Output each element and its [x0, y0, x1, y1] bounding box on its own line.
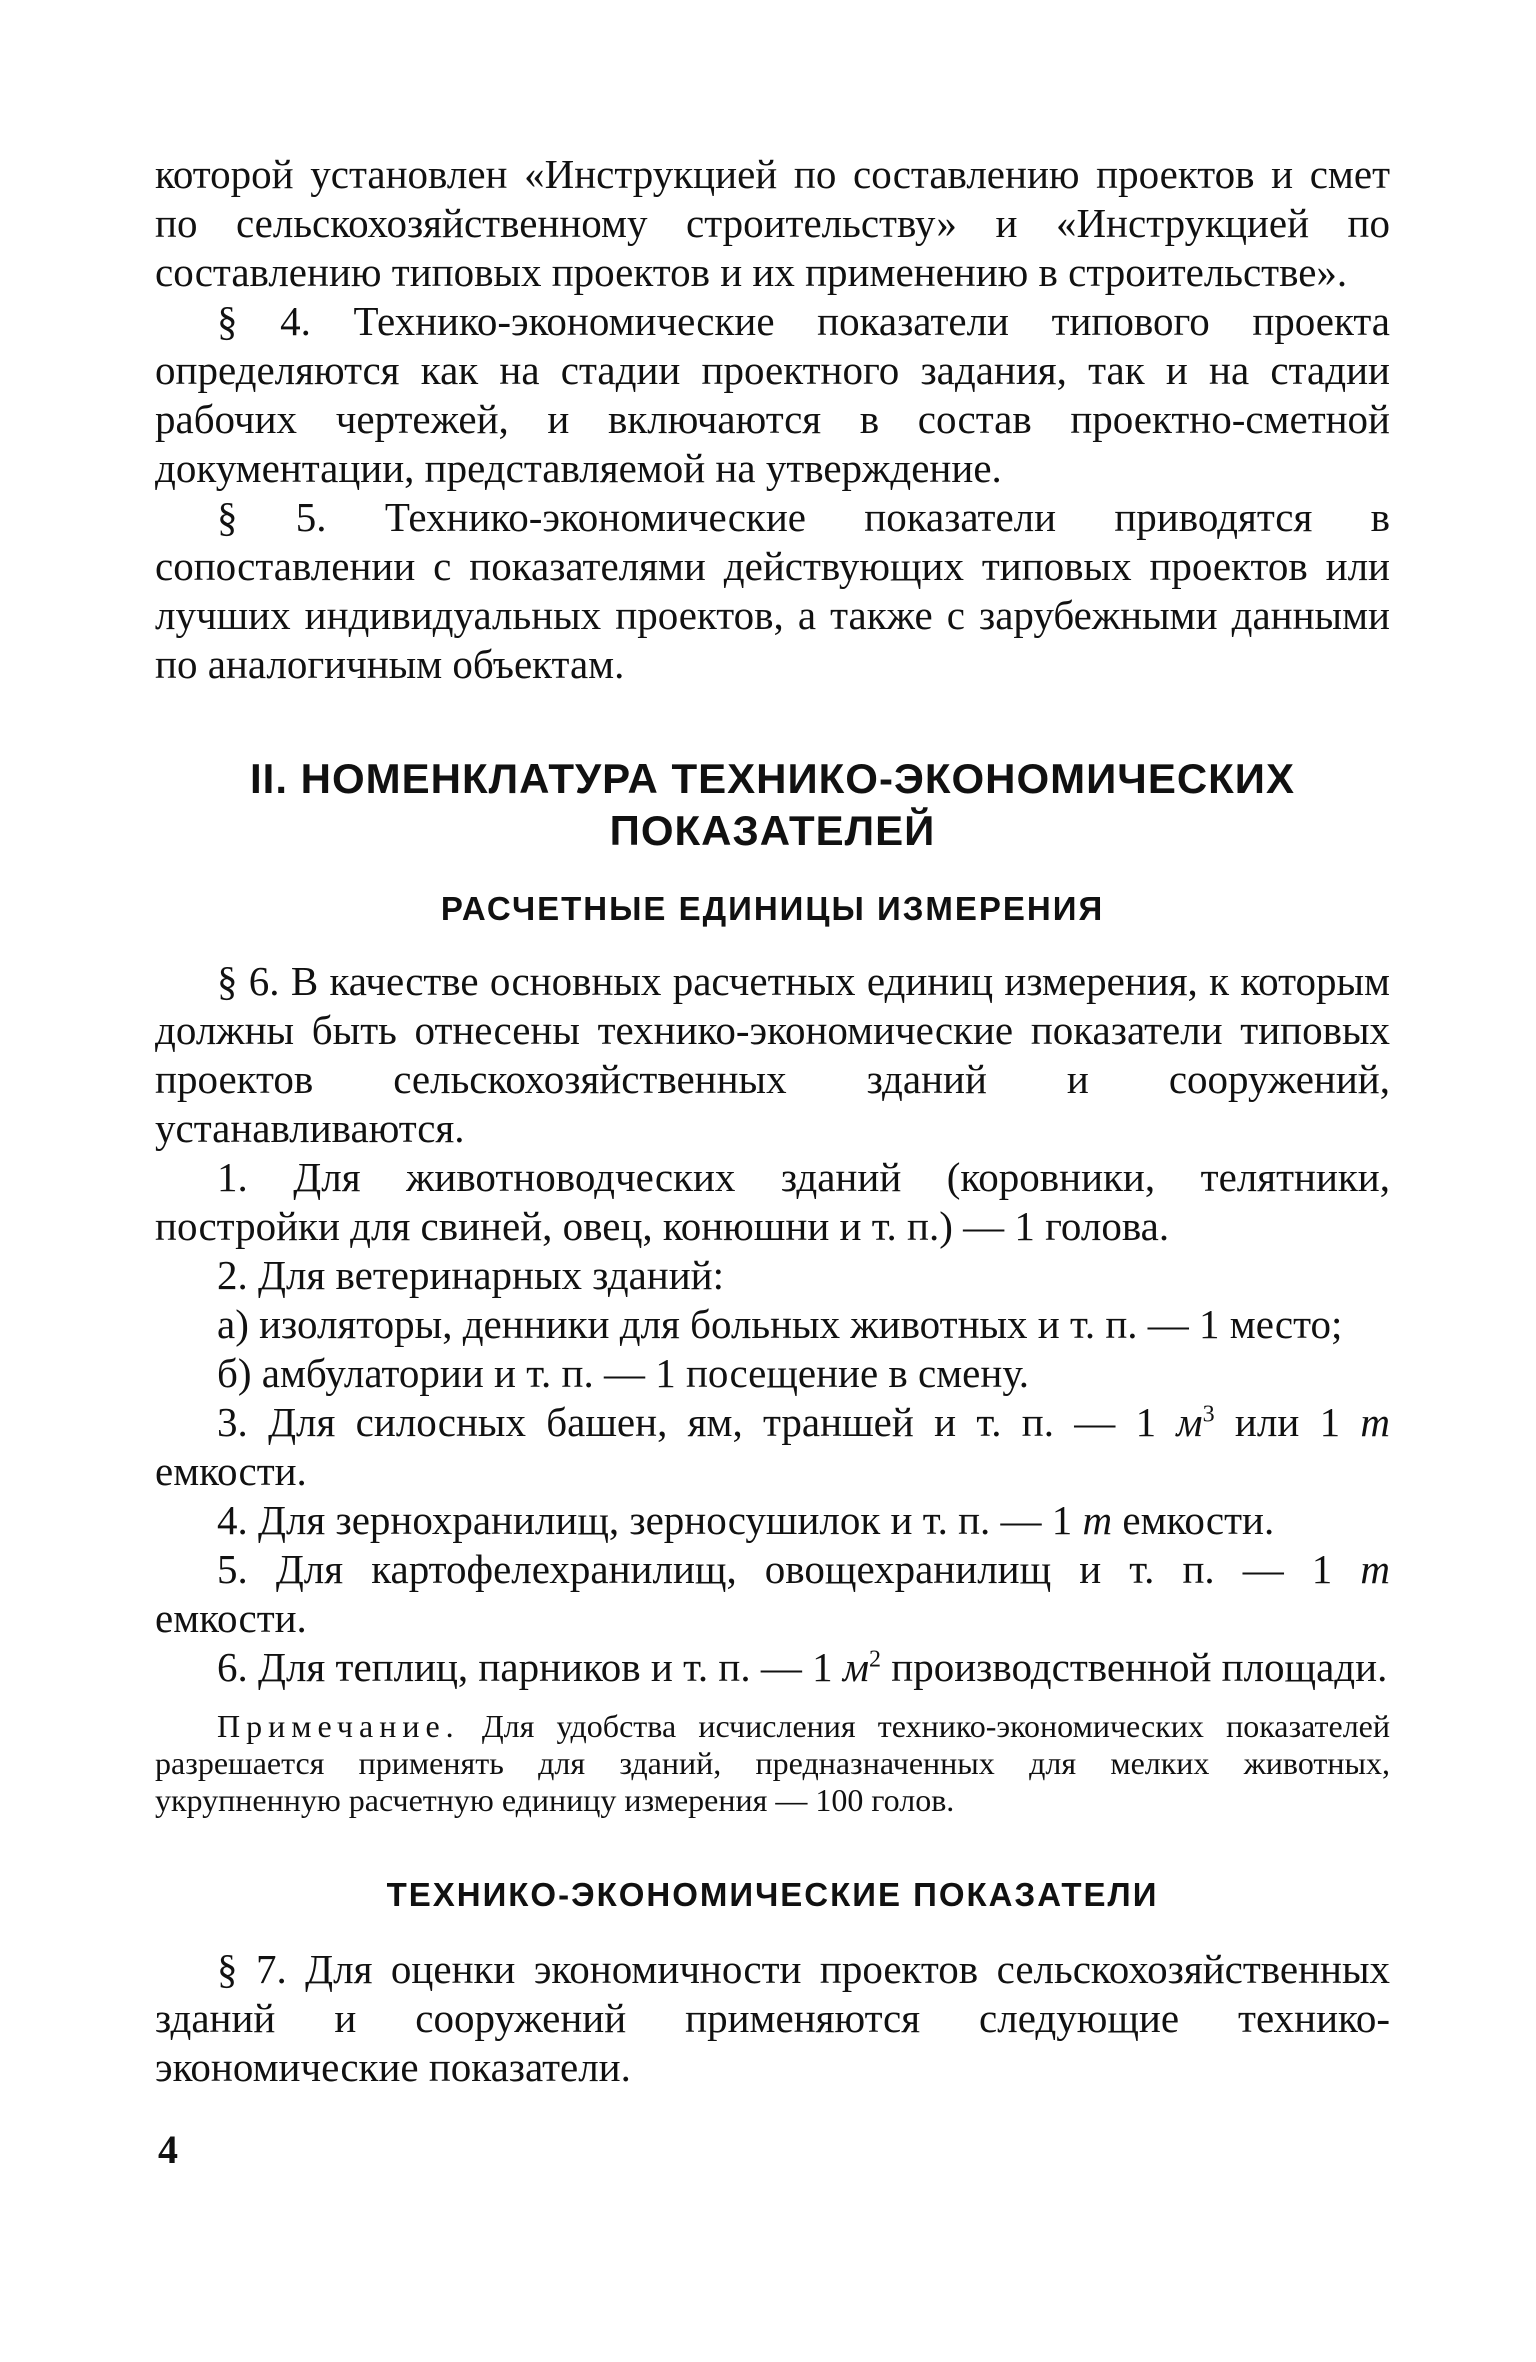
list-item-6-text: 6. Для теплиц, парников и т. п. — 1	[217, 1644, 843, 1690]
list-item-3-text-after: или 1	[1214, 1399, 1361, 1445]
list-item-6	[155, 1643, 1390, 1692]
list-item-2a: а) изоляторы, денники для больных животных и т. п. — 1 место;	[217, 1301, 1343, 1347]
paragraph-7: § 7. Для оценки экономичности проектов сельскохозяйственных зданий и сооружений применяются следующие технико-экономические показатели.	[155, 1946, 1390, 2090]
list-item-5-text-after: емкости.	[155, 1595, 307, 1641]
list-item-4-text-after: емкости.	[1112, 1497, 1275, 1543]
list-item-4-text: 4. Для зернохранилищ, зерносушилок и т. п. — 1	[217, 1497, 1083, 1543]
document-page	[155, 150, 1390, 2092]
list-item-6-unit-power: 2	[869, 1646, 882, 1673]
note-label: Примечание.	[217, 1708, 460, 1744]
list-item-5-unit: т	[1360, 1546, 1390, 1592]
note	[155, 1708, 1390, 1819]
section-heading	[155, 753, 1390, 857]
list-item-3-unit-2: т	[1360, 1399, 1391, 1445]
list-item-2: 2. Для ветеринарных зданий:	[217, 1252, 725, 1298]
list-item-5	[155, 1545, 1390, 1643]
paragraph-continuation: которой установлен «Инструкцией по составлению проектов и смет по сельскохозяйственному строительству» и «Инструкцией по составлению типовых проектов и их применению в строительстве».	[155, 151, 1390, 295]
list-item-6-text-after: производственной площади.	[881, 1644, 1388, 1690]
page-number: 4	[158, 2127, 178, 2172]
paragraph-6: § 6. В качестве основных расчетных единиц измерения, к которым должны быть отнесены технико-экономические показатели типовых проектов сельскохозяйственных зданий и сооружений, устанавливаются.	[155, 958, 1390, 1151]
list-item-2b: б) амбулатории и т. п. — 1 посещение в смену.	[217, 1350, 1029, 1396]
subheading-units: РАСЧЕТНЫЕ ЕДИНИЦЫ ИЗМЕРЕНИЯ	[440, 890, 1105, 927]
list-item-3-text-end: емкости.	[155, 1448, 307, 1494]
subheading-indicators: ТЕХНИКО-ЭКОНОМИЧЕСКИЕ ПОКАЗАТЕЛИ	[386, 1876, 1159, 1913]
list-item-3	[155, 1398, 1390, 1496]
section-heading-line-2: ПОКАЗАТЕЛЕЙ	[609, 807, 936, 854]
list-item-4-unit: т	[1082, 1497, 1113, 1543]
note-text: Для удобства исчисления технико-экономических показателей разрешается применять для зданий, предназначенных для мелких животных, укрупненную расчетную единицу измерения — 100 голов.	[155, 1708, 1390, 1818]
list-item-3-unit-power: 3	[1202, 1401, 1215, 1428]
paragraph-5: § 5. Технико-экономические показатели приводятся в сопоставлении с показателями действующих типовых проектов или лучших индивидуальных проектов, а также с зарубежными данными по аналогичным объектам.	[155, 494, 1390, 687]
list-item-1: 1. Для животноводческих зданий (коровники, телятники, постройки для свиней, овец, конюшни и т. п.) — 1 голова.	[155, 1154, 1390, 1249]
section-heading-line-1: II. НОМЕНКЛАТУРА ТЕХНИКО-ЭКОНОМИЧЕСКИХ	[250, 755, 1295, 802]
list-item-3-text: 3. Для силосных башен, ям, траншей и т. п. — 1	[217, 1399, 1177, 1445]
paragraph-4: § 4. Технико-экономические показатели типового проекта определяются как на стадии проектного задания, так и на стадии рабочих чертежей, и включаются в состав проектно-сметной документации, представляемой на утверждение.	[155, 298, 1390, 491]
list-item-3-unit: м	[1176, 1399, 1203, 1445]
list-item-5-text: 5. Для картофелехранилищ, овощехранилищ и т. п. — 1	[217, 1546, 1361, 1592]
list-item-4	[155, 1496, 1390, 1545]
list-item-6-unit: м	[842, 1644, 870, 1690]
